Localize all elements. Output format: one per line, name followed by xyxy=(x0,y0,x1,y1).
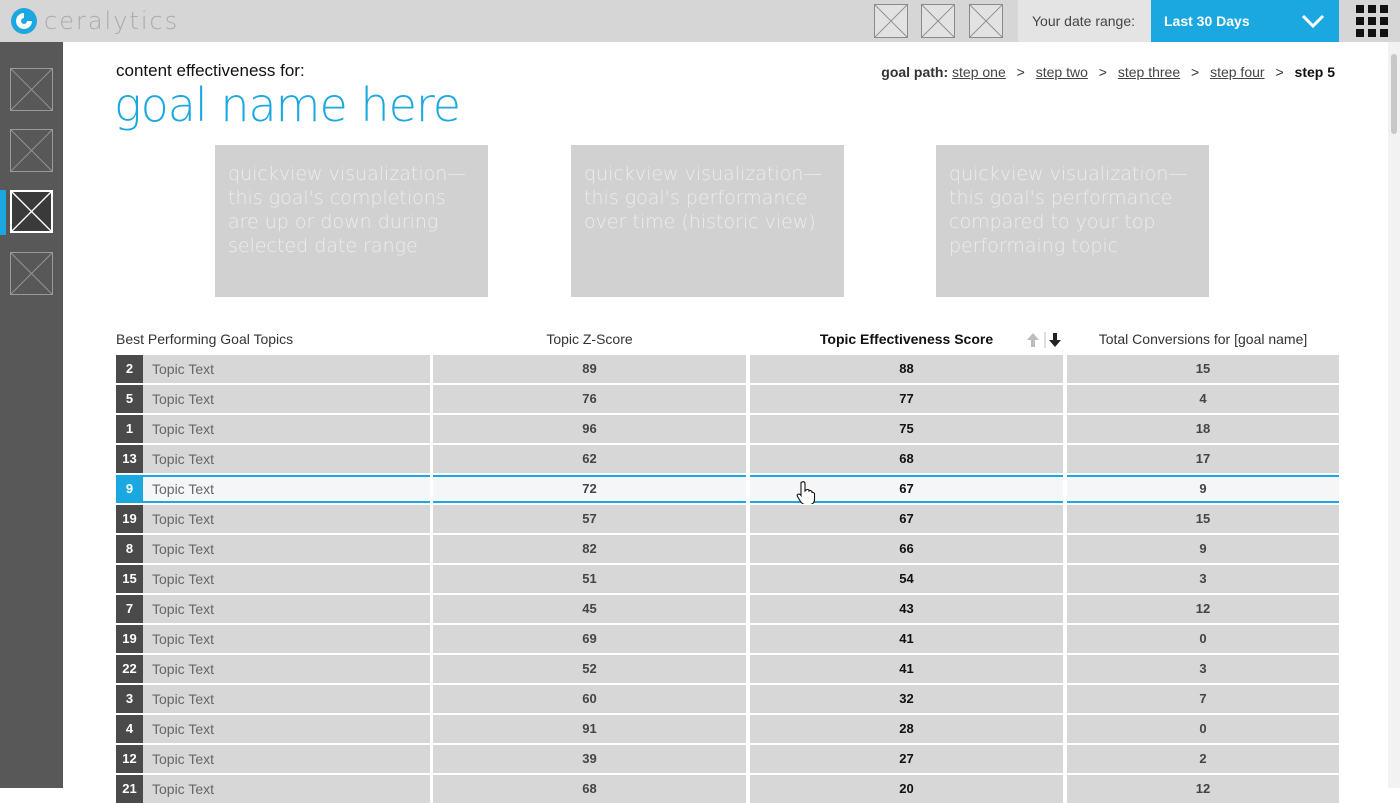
breadcrumb-separator: > xyxy=(1191,64,1200,80)
chevron-down-icon xyxy=(1301,11,1325,31)
column-header-effectiveness[interactable]: Topic Effectiveness Score xyxy=(819,331,994,347)
effectiveness-score-cell: 77 xyxy=(750,385,1063,413)
effectiveness-score-cell: 88 xyxy=(750,355,1063,383)
breadcrumb-current-step: step 5 xyxy=(1294,64,1335,80)
conversions-cell: 7 xyxy=(1067,685,1339,713)
topic-rank-badge: 7 xyxy=(116,595,143,623)
effectiveness-score-cell: 68 xyxy=(750,445,1063,473)
effectiveness-score-cell: 75 xyxy=(750,415,1063,443)
topic-rank-badge: 13 xyxy=(116,445,143,473)
topic-rank-badge: 12 xyxy=(116,745,143,773)
topic-name-cell: Topic Text xyxy=(143,685,430,713)
breadcrumb-separator: > xyxy=(1098,64,1107,80)
date-range-value: Last 30 Days xyxy=(1164,13,1250,29)
scrollbar-thumb[interactable] xyxy=(1391,54,1397,134)
z-score-cell: 96 xyxy=(433,415,746,443)
z-score-cell: 76 xyxy=(433,385,746,413)
conversions-cell: 9 xyxy=(1067,475,1339,503)
column-header-conversions[interactable]: Total Conversions for [goal name] xyxy=(1098,331,1308,347)
conversions-cell: 0 xyxy=(1067,625,1339,653)
placeholder-icon[interactable] xyxy=(921,4,955,38)
logo-wordmark: ceralytics xyxy=(44,7,180,35)
topic-name-cell: Topic Text xyxy=(143,745,430,773)
topic-name-cell: Topic Text xyxy=(143,445,430,473)
ceralytics-logo-icon xyxy=(10,7,38,35)
effectiveness-score-cell: 67 xyxy=(750,475,1063,503)
conversions-cell: 15 xyxy=(1067,355,1339,383)
z-score-cell: 52 xyxy=(433,655,746,683)
nav-placeholder-icon-active[interactable] xyxy=(10,190,53,233)
breadcrumb-separator: > xyxy=(1016,64,1025,80)
table-row-highlighted[interactable] xyxy=(116,475,1339,503)
ceralytics-logo[interactable] xyxy=(10,6,179,36)
breadcrumb-step-four[interactable]: step four xyxy=(1210,64,1265,80)
table-row[interactable] xyxy=(116,355,1339,383)
z-score-cell: 72 xyxy=(433,475,746,503)
goal-name-title: goal name here xyxy=(114,78,461,132)
conversions-cell: 9 xyxy=(1067,535,1339,563)
column-header-topics[interactable]: Best Performing Goal Topics xyxy=(116,331,294,347)
conversions-cell: 12 xyxy=(1067,595,1339,623)
z-score-cell: 39 xyxy=(433,745,746,773)
topic-name-cell: Topic Text xyxy=(143,415,430,443)
effectiveness-score-cell: 32 xyxy=(750,685,1063,713)
column-header-z-score[interactable]: Topic Z-Score xyxy=(546,331,633,347)
effectiveness-score-cell: 67 xyxy=(750,505,1063,533)
topic-rank-badge: 22 xyxy=(116,655,143,683)
left-nav-rail xyxy=(0,42,63,788)
topic-name-cell: Topic Text xyxy=(143,385,430,413)
quickview-historic[interactable]: quickview visualization—this goal's performance over time (historic view) xyxy=(571,145,844,297)
date-range-label: Your date range: xyxy=(1032,13,1136,29)
topic-name-cell: Topic Text xyxy=(143,475,430,503)
topic-name-cell: Topic Text xyxy=(143,355,430,383)
table-row[interactable] xyxy=(116,415,1339,443)
z-score-cell: 60 xyxy=(433,685,746,713)
z-score-cell: 45 xyxy=(433,595,746,623)
topic-name-cell: Topic Text xyxy=(143,535,430,563)
table-row[interactable] xyxy=(116,745,1339,773)
z-score-cell: 57 xyxy=(433,505,746,533)
topic-rank-badge: 8 xyxy=(116,535,143,563)
sort-ascending-icon xyxy=(1027,333,1039,347)
quickview-completions[interactable]: quickview visualization—this goal's completions are up or down during selected date range xyxy=(215,145,488,297)
hand-cursor-icon xyxy=(796,480,816,504)
nav-placeholder-icon[interactable] xyxy=(10,68,53,111)
top-bar xyxy=(0,0,1400,42)
table-row[interactable] xyxy=(116,685,1339,713)
conversions-cell: 15 xyxy=(1067,505,1339,533)
effectiveness-score-cell: 66 xyxy=(750,535,1063,563)
conversions-cell: 18 xyxy=(1067,415,1339,443)
conversions-cell: 3 xyxy=(1067,655,1339,683)
conversions-cell: 4 xyxy=(1067,385,1339,413)
z-score-cell: 51 xyxy=(433,565,746,593)
breadcrumb-step-two[interactable]: step two xyxy=(1035,64,1088,80)
table-row[interactable] xyxy=(116,775,1339,803)
topic-rank-badge: 1 xyxy=(116,415,143,443)
z-score-cell: 89 xyxy=(433,355,746,383)
z-score-cell: 62 xyxy=(433,445,746,473)
conversions-cell: 12 xyxy=(1067,775,1339,803)
placeholder-icon[interactable] xyxy=(969,4,1003,38)
breadcrumb-step-one[interactable]: step one xyxy=(952,64,1006,80)
table-row[interactable] xyxy=(116,385,1339,413)
effectiveness-score-cell: 43 xyxy=(750,595,1063,623)
table-row[interactable] xyxy=(116,655,1339,683)
topic-rank-badge: 19 xyxy=(116,505,143,533)
page-scrollbar[interactable] xyxy=(1388,42,1400,788)
conversions-cell: 0 xyxy=(1067,715,1339,743)
z-score-cell: 82 xyxy=(433,535,746,563)
table-row[interactable] xyxy=(116,715,1339,743)
z-score-cell: 68 xyxy=(433,775,746,803)
quickview-top-topic[interactable]: quickview visualization—this goal's performance compared to your top performaing topic xyxy=(936,145,1209,297)
topic-rank-badge: 3 xyxy=(116,685,143,713)
conversions-cell: 2 xyxy=(1067,745,1339,773)
topic-rank-badge: 4 xyxy=(116,715,143,743)
topic-rank-badge: 5 xyxy=(116,385,143,413)
topic-rank-badge: 2 xyxy=(116,355,143,383)
topic-name-cell: Topic Text xyxy=(143,715,430,743)
page-subtitle: content effectiveness for: xyxy=(116,61,305,80)
topic-name-cell: Topic Text xyxy=(143,505,430,533)
topic-name-cell: Topic Text xyxy=(143,625,430,653)
table-row[interactable] xyxy=(116,535,1339,563)
z-score-cell: 69 xyxy=(433,625,746,653)
topic-rank-badge: 19 xyxy=(116,625,143,653)
topic-name-cell: Topic Text xyxy=(143,655,430,683)
goal-path-breadcrumb xyxy=(881,64,1335,80)
z-score-cell: 91 xyxy=(433,715,746,743)
table-row[interactable] xyxy=(116,445,1339,473)
table-row[interactable] xyxy=(116,595,1339,623)
topic-name-cell: Topic Text xyxy=(143,595,430,623)
topic-rank-badge: 9 xyxy=(116,475,143,503)
effectiveness-score-cell: 41 xyxy=(750,625,1063,653)
sort-toggle[interactable] xyxy=(1026,331,1066,349)
nav-placeholder-icon[interactable] xyxy=(10,252,53,295)
nav-active-indicator xyxy=(0,190,6,235)
topic-name-cell: Topic Text xyxy=(143,775,430,803)
apps-grid-icon[interactable] xyxy=(1356,5,1388,37)
breadcrumb-separator: > xyxy=(1275,64,1284,80)
date-range-dropdown[interactable] xyxy=(1151,0,1339,42)
effectiveness-score-cell: 20 xyxy=(750,775,1063,803)
table-row[interactable] xyxy=(116,505,1339,533)
sort-descending-icon xyxy=(1049,333,1061,347)
effectiveness-score-cell: 54 xyxy=(750,565,1063,593)
effectiveness-score-cell: 27 xyxy=(750,745,1063,773)
placeholder-icon[interactable] xyxy=(874,4,908,38)
topic-rank-badge: 15 xyxy=(116,565,143,593)
breadcrumb-step-three[interactable]: step three xyxy=(1117,64,1181,80)
goal-path-label: goal path: xyxy=(881,64,949,80)
conversions-cell: 3 xyxy=(1067,565,1339,593)
conversions-cell: 17 xyxy=(1067,445,1339,473)
topic-name-cell: Topic Text xyxy=(143,565,430,593)
effectiveness-score-cell: 41 xyxy=(750,655,1063,683)
topic-rank-badge: 21 xyxy=(116,775,143,803)
table-row[interactable] xyxy=(116,625,1339,653)
nav-placeholder-icon[interactable] xyxy=(10,129,53,172)
table-row[interactable] xyxy=(116,565,1339,593)
effectiveness-score-cell: 28 xyxy=(750,715,1063,743)
